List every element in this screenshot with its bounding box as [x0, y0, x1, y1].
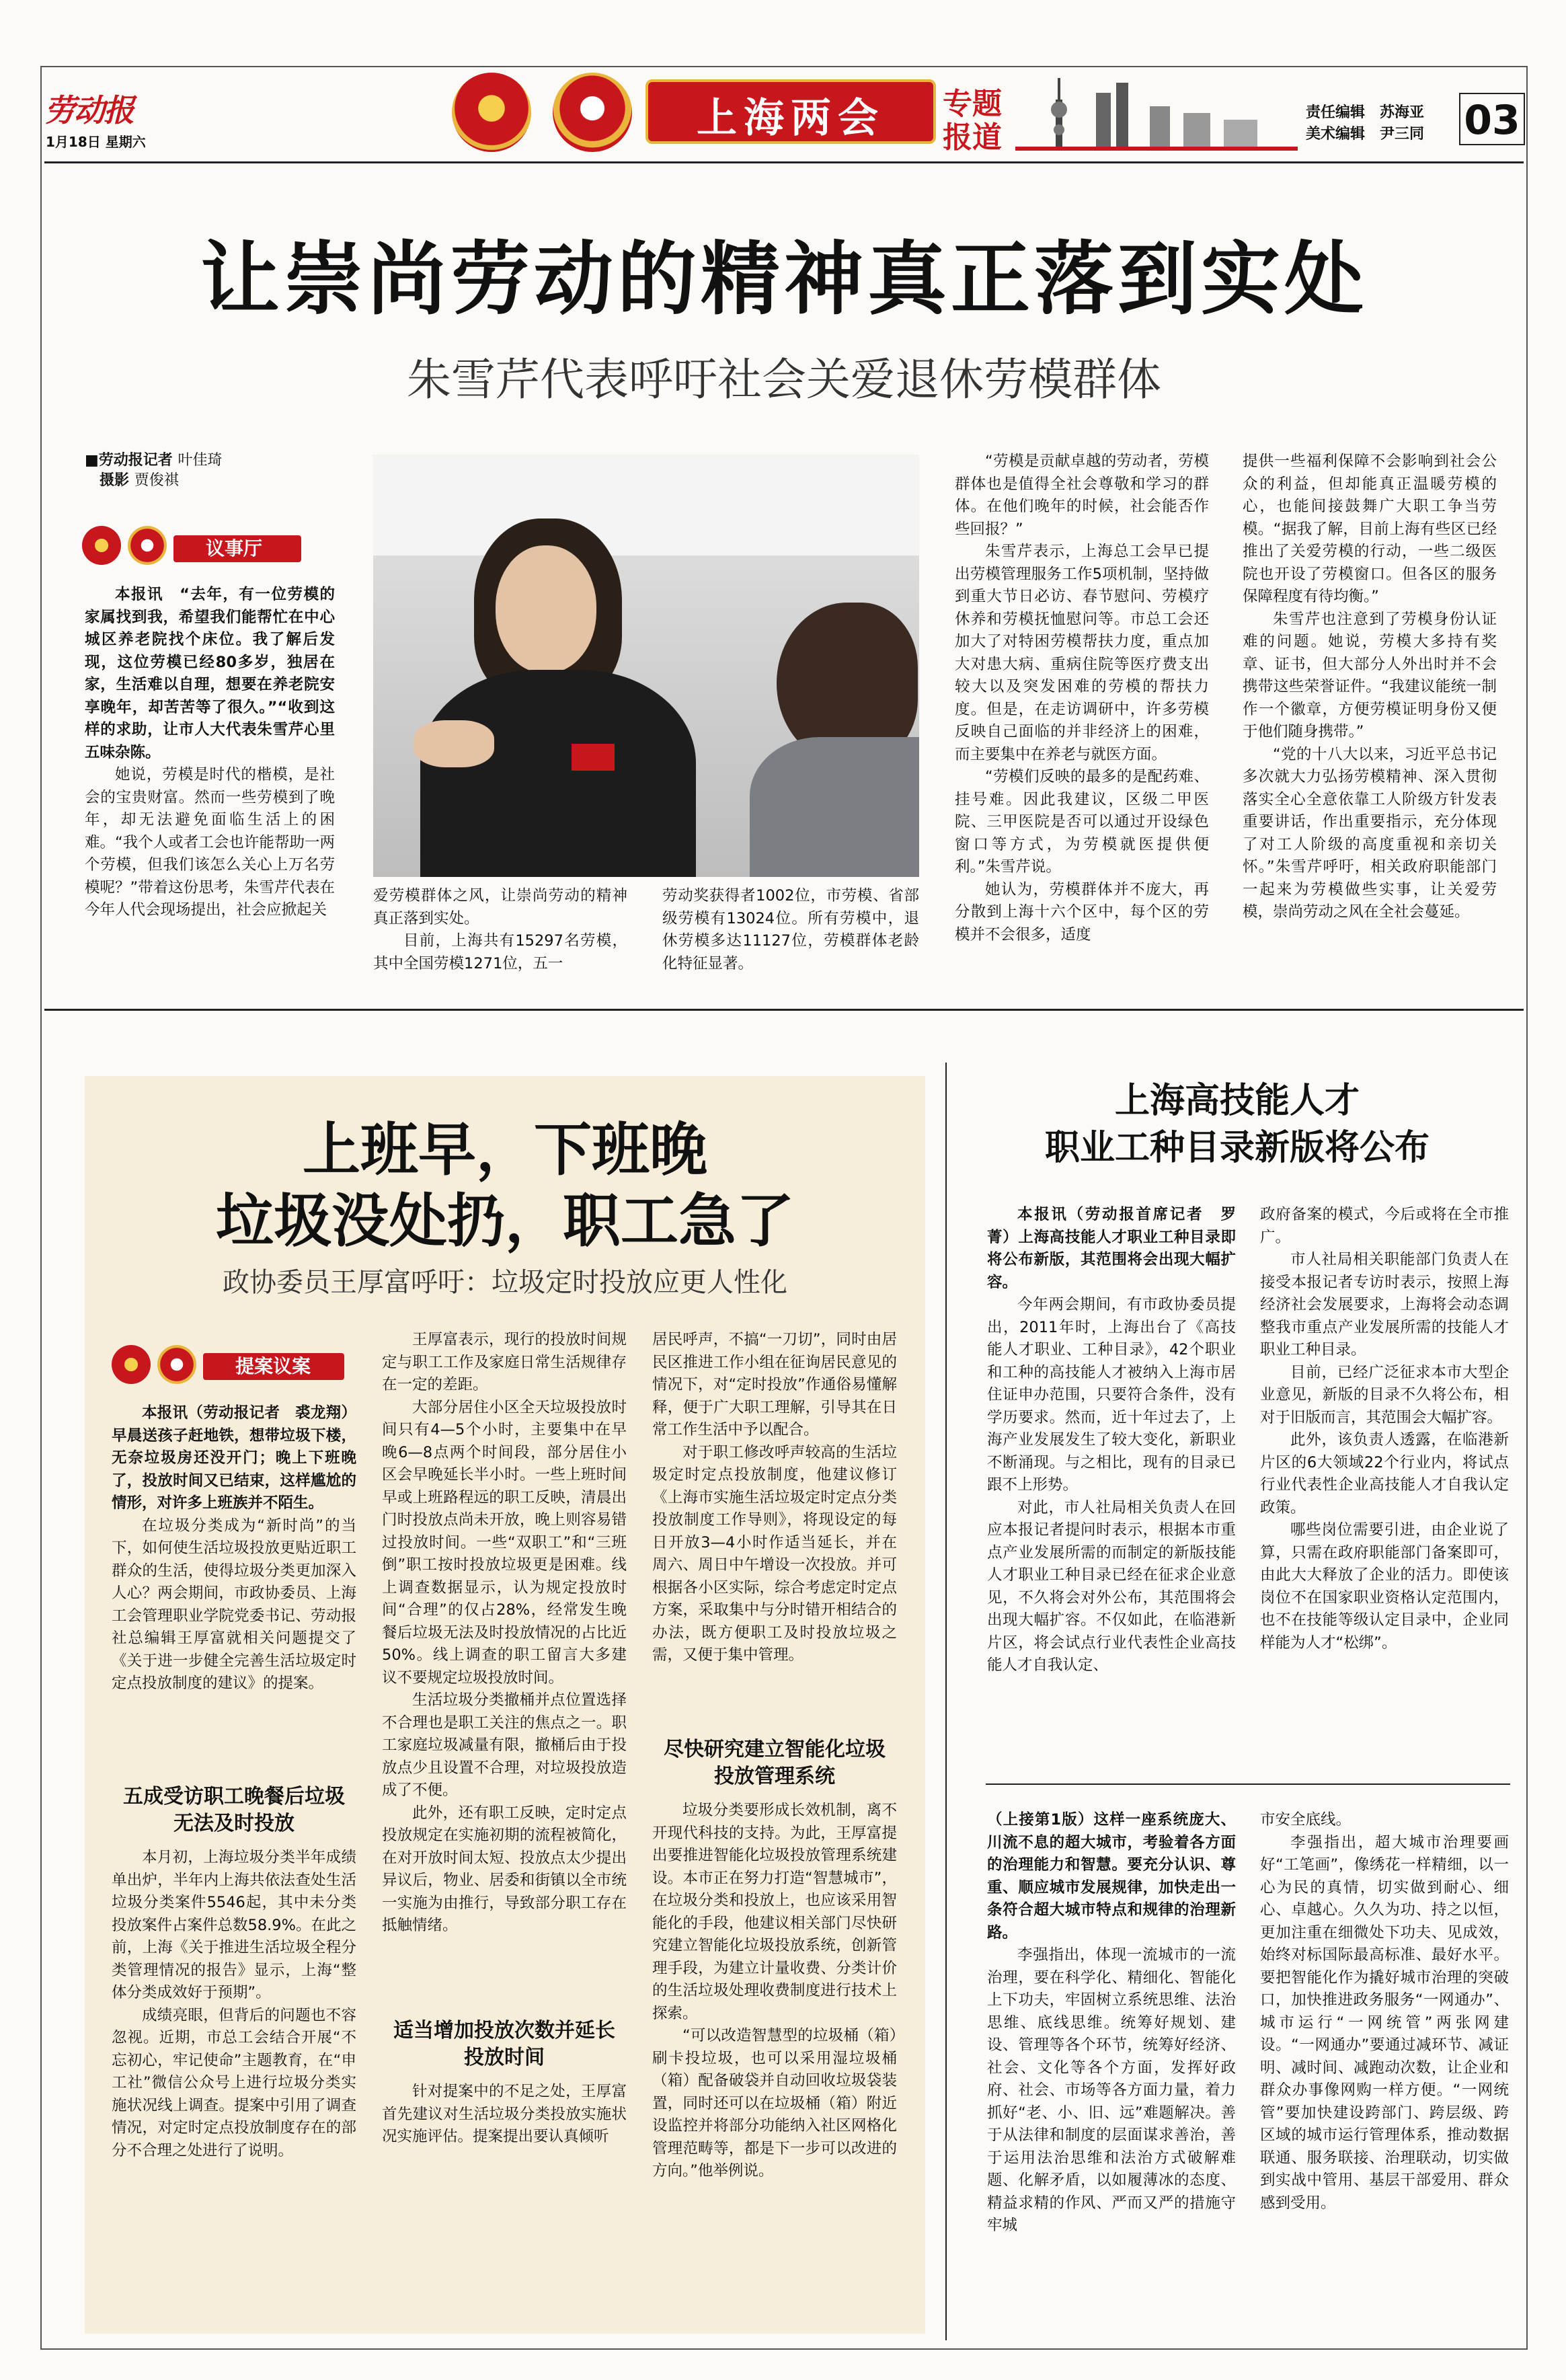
s3c2-p1: 政府备案的模式，今后或将在全市推广。 [1260, 1206, 1509, 1246]
story2-col1b [112, 1847, 356, 2311]
s3c2-p2: 市人社局相关职能部门负责人在接受本报记者专访时表示，按照上海经济社会发展要求，上海将会动态调整我市重点产业发展所需的技能人才职业工种目录。 [1260, 1251, 1509, 1358]
s2c1-p1: 本报讯（劳动报记者 裘龙翔）早晨送孩子赶地铁，想带垃圾下楼，无奈垃圾房还没开门；晚上下班晚了，投放时间又已结束，这样尴尬的情形，对许多上班族并不陌生。 [112, 1404, 356, 1512]
s2c1-p4: 成绩亮眼，但背后的问题也不容忽视。近期，市总工会结合开展“不忘初心，牢记使命”主题教育，在“申工社”微信公众号上进行垃圾分类实施状况线上调查。提案中引用了调查情况，对定时定点投放制度存在的部分不合理之处进行了说明。 [112, 2006, 356, 2159]
photo-listener-body [750, 737, 919, 877]
story3-headline-line1: 上海高技能人才 [1114, 1081, 1360, 1121]
cppcc-emblem-icon [553, 73, 632, 152]
s1c4-p3: “劳模们反映的最多的是配药难、挂号难。因此我建议，区级二甲医院、三甲医院是否可以通过开设绿色窗口等方式，为劳模就医提供便利。”朱雪芹说。 [955, 768, 1209, 876]
s1c5-p2: 朱雪芹也注意到了劳模身份认证难的问题。她说，劳模大多持有奖章、证书，但大部分人外出时并不会携带这些荣誉证件。“我建议能统一制作一个徽章，方便劳模证明身份又便于他们随身携带。” [1243, 610, 1497, 740]
story2-col3b [652, 1800, 897, 2311]
s3c1-p2: 今年两会期间，有市政协委员提出，2011年时，上海出台了《高技能人才职业、工种目录》，42个职业和工种的高技能人才被纳入上海市居住证申办范围，只要符合条件，没有学历要求。然而，近十年过去了，上海产业发展发生了较大变化，新职业不断涌现。与之相比，现有的目录已跟不上形势。 [987, 1296, 1236, 1494]
s2c3-p1: 居民呼声，不搞“一刀切”，同时由居民区推进工作小组在征询居民意见的情况下，对“定时投放”作通俗易懂解释，便于广大职工理解，引导其在日常工作生活中予以配合。 [652, 1331, 897, 1438]
s3c1-p3: 对此，市人社局相关负责人在回应本报记者提问时表示，根据本市重点产业发展所需的而制定的新版技能人才职业工种目录已经在征求企业意见，不久将会对外公布，其范围将会出现大幅扩容。不仅如此，在临港新片区，将会试点行业代表性企业高技能人才自我认定、 [987, 1498, 1236, 1674]
s2c2-p1: 王厚富表示，现行的投放时间规定与职工工作及家庭日常生活规律存在一定的差距。 [382, 1331, 627, 1393]
photo-window-light [373, 455, 919, 555]
interview-photo [373, 455, 919, 877]
page-number: 03 [1459, 93, 1525, 145]
art-editor-credit: 美术编辑 尹三同 [1306, 126, 1425, 143]
photo-label: 摄影 [100, 472, 130, 489]
tag-emblem-1-icon [82, 526, 121, 565]
s1c4-p2: 朱雪芹表示，上海总工会早已提出劳模管理服务工作5项机制，坚持做到重大节日必访、春节慰问、劳模疗休养和劳模抚恤慰问等。市总工会还加大了对特困劳模帮扶力度，重点加大对患大病、重病住院等医疗费支出较大以及突发困难的劳模的帮扶力度。但是，在走访调研中，许多劳模反映自己面临的并非经济上的困难，而主要集中在养老与就医方面。 [955, 543, 1209, 763]
story3-headline-line2: 职业工种目录新版将公布 [1044, 1128, 1430, 1168]
story1-col2 [373, 885, 627, 979]
s3c2-p4: 此外，该负责人透露，在临港新片区的6大领域22个行业内，将试点行业代表性企业高技能人才自我认定政策。 [1260, 1431, 1509, 1517]
photo-person-face [496, 545, 596, 673]
s1c5-p1: 提供一些福利保障不会影响到社会公众的利益，但却能真正温暖劳模的心，也能间接鼓舞广大职工争当劳模。“据我了解，目前上海有些区已经推出了关爱劳模的行动，一些二级医院也开设了劳模窗口。但各区的服务保障程度有待均衡。” [1243, 453, 1497, 605]
story2-headline-line1: 上班早，下班晚 [303, 1116, 707, 1184]
skyline-illustration [1015, 73, 1298, 153]
byline-label: ■劳动报记者 [85, 452, 173, 469]
banner-title: 上海两会 [697, 95, 885, 142]
story3-bottom-rule [986, 1783, 1510, 1785]
s2c2-p4: 此外，还有职工反映，定时定点投放规定在实施初期的流程被简化，在对开放时间太短、投放点太少提出异议后，物业、居委和街镇以全市统一实施为由推行，导致部分职工存在抵触情绪。 [382, 1804, 627, 1934]
s3c2-p3: 目前，已经广泛征求本市大型企业意见，新版的目录不久将公布，相对于旧版而言，其范围会大幅扩容。 [1260, 1363, 1509, 1426]
s1c2-p1: 爱劳模群体之风，让崇尚劳动的精神真正落到实处。 [373, 887, 627, 927]
story1-headline: 让崇尚劳动的精神真正落到实处 [200, 233, 1368, 325]
s1c1-p2: 她说，劳模是时代的楷模，是社会的宝贵财富。然而一些劳模到了晚年，却无法避免面临生活上的困难。“我个人或者工会也许能帮助一两个劳模，但我们该怎么关心上万名劳模呢？”带着这份思考，朱雪芹代表在今年人代会现场提出，社会应掀起关 [85, 766, 335, 919]
story2-col2a [382, 1329, 627, 2008]
s2c2-p2: 大部分居住小区全天垃圾投放时间只有4—5个小时，主要集中在早晚6—8点两个时间段，部分居住小区会早晚延长半小时。一些上班时间早或上班路程远的职工反映，清晨出门时投放点尚未开放，晚上则容易错过投放时间。一些“双职工”和“三班倒”职工按时投放垃圾更是困难。线上调查数据显示，认为规定投放时间“合理”的仅占28%，经常发生晚餐后垃圾无法及时投放情况的占比近50%。线上调查的职工留言大多建议不要规定垃圾投放时间。 [382, 1398, 627, 1687]
s2c3-p3: 垃圾分类要形成长效机制，离不开现代科技的支持。为此，王厚富提出要推进智能化垃圾投放管理系统建设。本市正在努力打造“智慧城市”，在垃圾分类和投放上，也应该采用智能化的手段，他建议相关部门尽快研究建立智能化垃圾投放系统，创新管理手段，为建立计量收费、分类计价的生活垃圾处理收费制度进行技术上探索。 [652, 1802, 897, 2022]
photo-name: 贾俊祺 [134, 472, 179, 489]
story1-col5 [1243, 451, 1497, 982]
s4c1-p2: 李强指出，体现一流城市的一流治理，要在科学化、精细化、智能化上下功夫，牢固树立系统思维、法治思维、底线思维。统筹好规划、建设、管理等各个环节，统筹好经济、社会、文化等各个方面，发挥好政府、社会、市场等各方面力量，着力抓好“老、小、旧、远”难题解决。善于从法律和制度的层面谋求善治，善于运用法治思维和法治方式破解难题、化解矛盾，以如履薄冰的态度、精益求精的作风、严而又严的措施守牢城 [987, 1946, 1236, 2234]
s2c3-p2: 对于职工修改呼声较高的生活垃圾定时定点投放制度，他建议修订《上海市实施生活垃圾定时定点分类投放制度工作导则》，将现设定的每日开放3—4小时作适当延长，并在周六、周日中午增设一次投放。并可根据各小区实际，综合考虑定时定点方案，采取集中与分时错开相结合的办法，既方便职工及时投放垃圾之需，又便于集中管理。 [652, 1443, 897, 1664]
s1c3-p1: 劳动奖获得者1002位，市劳模、省部级劳模有13024位。所有劳模中，退休劳模多达11127位，劳模群体老龄化特征显著。 [662, 887, 919, 972]
story1-col1 [85, 584, 335, 981]
s4c2-p2: 李强指出，超大城市治理要画好“工笔画”，像绣花一样精细，以一心为民的真情，切实做到耐心、细心、卓越心。久久为功、持之以恒，更加注重在细微处下功夫、见成效，始终对标国际最高标准、最好水平。要把智能化作为撬好城市治理的突破口，加快推进政务服务“一网通办”、城市运行“一网统管”两张网建设。“一网通办”要通过减环节、减证明、减时间、减跑动次数，让企业和群众办事像网购一样方便。“一网统管”要加快建设跨部门、跨层级、跨区域的城市运行管理体系，推动数据联通、服务联接、治理联动，切实做到实战中管用、基层干部爱用、群众感到受用。 [1260, 1833, 1509, 2212]
banner-side-top: 专题 [943, 87, 1002, 121]
story2-subheadline: 政协委员王厚富呼吁：垃圾定时投放应更人性化 [223, 1267, 787, 1298]
story2-subhead-1: 五成受访职工晚餐后垃圾无法及时投放 [123, 1785, 345, 1835]
tag-emblem-2-icon [128, 526, 167, 565]
s2c3-p4: “可以改造智慧型的垃圾桶（箱）刷卡投垃圾，也可以采用湿垃圾桶（箱）配备破袋并自动回收垃圾袋装置，同时还可以在垃圾桶（箱）附近设监控并将部分功能纳入社区网格化管理范畴等，都是下一步可以改进的方向。”他举例说。 [652, 2027, 897, 2180]
story3-col2 [1260, 1204, 1509, 1755]
story1-col3 [662, 885, 919, 979]
s4c1-p1: （上接第1版）这样一座系统庞大、川流不息的超大城市，考验着各方面的治理能力和智慧。要充分认识、尊重、顺应城市发展规律，加快走出一条符合超大城市特点和规律的治理新路。 [987, 1811, 1236, 1942]
s1c4-p4: 她认为，劳模群体并不庞大，再分散到上海十六个区中，每个区的劳模并不会很多，适度 [955, 880, 1209, 944]
column-tag-yishiting: 议事厅 [173, 535, 301, 562]
banner-side-bottom: 报道 [943, 120, 1002, 155]
story4-col1 [987, 1809, 1236, 2320]
editor-credit: 责任编辑 苏海亚 [1306, 104, 1425, 121]
story1-subheadline: 朱雪芹代表呼吁社会关爱退休劳模群体 [407, 354, 1161, 406]
story1-col4 [955, 451, 1209, 982]
s3c1-p1: 本报讯（劳动报首席记者 罗菁）上海高技能人才职业工种目录即将公布新版，其范围将会出现大幅扩容。 [987, 1206, 1236, 1291]
tag2-emblem-2-icon [157, 1345, 196, 1384]
story4-col2 [1260, 1809, 1509, 2320]
story2-headline-line2: 垃圾没处扔，职工急了 [216, 1188, 794, 1255]
s1c5-p3: “党的十八大以来，习近平总书记多次就大力弘扬劳模精神、深入贯彻落实全心全意依靠工人阶级方针发表重要讲话，作出重要指示，充分体现了对工人阶级的高度重视和亲切关怀。”朱雪芹呼吁，相关政府职能部门一起来为劳模做些实事，让关爱劳模，崇尚劳动之风在全社会蔓延。 [1243, 745, 1497, 921]
byline-name: 叶佳琦 [178, 452, 223, 469]
column-divider [945, 1063, 947, 2340]
story1-bottom-rule [44, 1009, 1524, 1011]
s2c1-p2: 在垃圾分类成为“新时尚”的当下，如何使生活垃圾投放更贴近职工群众的生活，使得垃圾分类更加深入人心？两会期间，市政协委员、上海工会管理职业学院党委书记、劳动报社总编辑王厚富就相关问题提交了《关于进一步健全完善生活垃圾定时定点投放制度的建议》的提案。 [112, 1517, 356, 1692]
tag2-emblem-1-icon [112, 1345, 151, 1384]
story2-subhead-2: 适当增加投放次数并延长投放时间 [393, 2019, 615, 2069]
s1c4-p1: “劳模是贡献卓越的劳动者，劳模群体也是值得全社会尊敬和学习的群体。在他们晚年的时候，社会能否作些回报？” [955, 453, 1209, 538]
s1c1-p1: 本报讯 “去年，有一位劳模的家属找到我，希望我们能帮忙在中心城区养老院找个床位。我了解后发现，这位劳模已经80多岁，独居在家，生活难以自理，想要在养老院安享晚年，却苦苦等了很久。”“收到这样的求助，让市人大代表朱雪芹心里五味杂陈。 [85, 586, 335, 761]
masthead-logo: 劳动报 [44, 92, 133, 128]
photo-name-badge [572, 744, 615, 771]
s4c2-p1: 市安全底线。 [1260, 1811, 1352, 1829]
story2-col1a [112, 1402, 356, 1759]
s2c2-p5: 针对提案中的不足之处，王厚富首先建议对生活垃圾分类投放实施状况实施评估。提案提出要认真倾听 [382, 2083, 627, 2145]
story2-col2b [382, 2081, 627, 2309]
s2c1-p3: 本月初，上海垃圾分类半年成绩单出炉，半年内上海共依法查处生活垃圾分类案件5546起，其中未分类投放案件占案件总数58.9%。在此之前，上海《关于推进生活垃圾全程分类管理情况的报告》显示，上海“整体分类成效好于预期”。 [112, 1849, 356, 2001]
header-rule [44, 161, 1524, 163]
story1-byline [85, 451, 222, 491]
s3c2-p5: 哪些岗位需要引进，由企业说了算，只需在政府职能部门备案即可，由此大大释放了企业的活力。即使该岗位不在国家职业资格认定范围内，也不在技能等级认定目录中，企业同样能为人才“松绑”。 [1260, 1521, 1509, 1652]
s2c2-p3: 生活垃圾分类撤桶并点位置选择不合理也是职工关注的焦点之一。职工家庭垃圾减量有限，撤桶后由于投放点少且设置不合理，对垃圾投放造成了不便。 [382, 1691, 627, 1799]
photo-person-body [420, 670, 696, 877]
story2-subhead-3: 尽快研究建立智能化垃圾投放管理系统 [664, 1738, 886, 1788]
national-emblem-icon [452, 73, 531, 152]
issue-date: 1月18日 星期六 [46, 134, 146, 150]
photo-person-hand [414, 720, 494, 767]
column-tag-tianan: 提案议案 [203, 1353, 344, 1380]
s1c2-p2: 目前，上海共有15297名劳模，其中全国劳模1271位，五一 [373, 932, 627, 972]
story2-col3a [652, 1329, 897, 1719]
story3-col1 [987, 1204, 1236, 1755]
